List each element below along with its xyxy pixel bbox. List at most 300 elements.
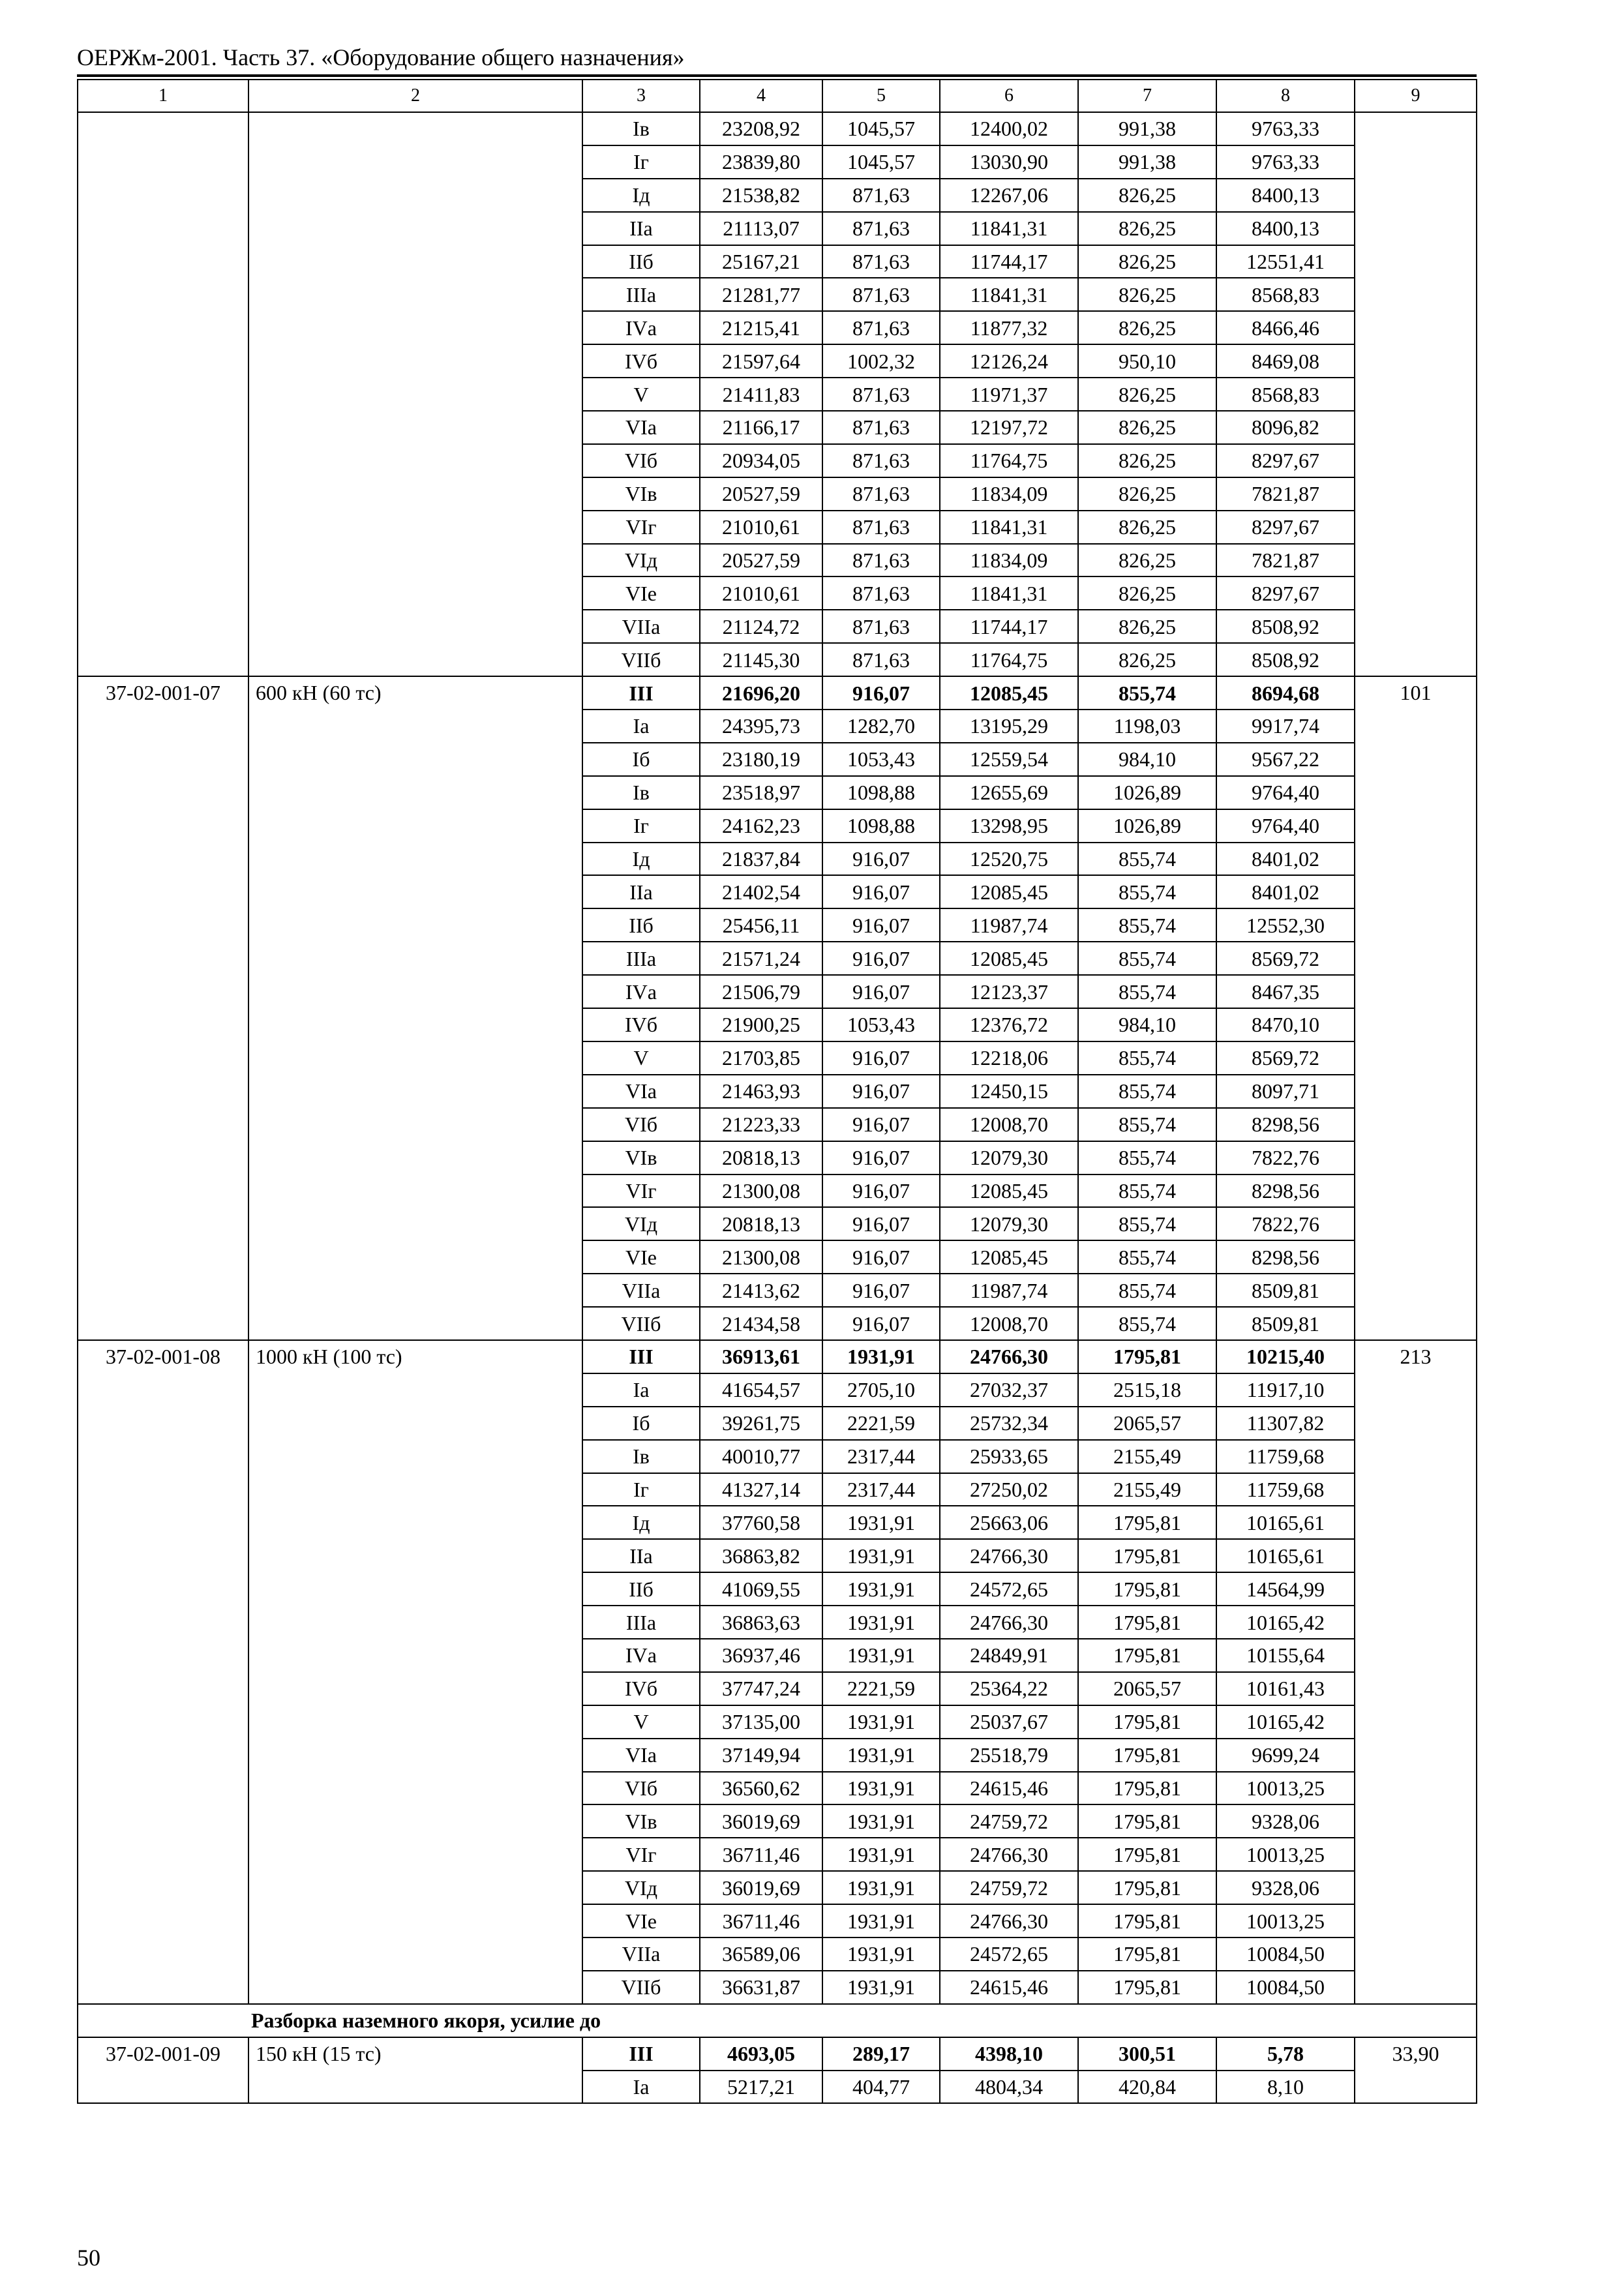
variant-cell: VIб [582,1772,700,1805]
value-cell: 1795,81 [1078,1804,1216,1838]
value-cell: 1045,57 [822,145,940,179]
value-cell: 916,07 [822,1240,940,1274]
value-cell: 871,63 [822,278,940,311]
value-cell: 11834,09 [940,544,1078,577]
name-cell-empty [248,112,582,676]
variant-cell: VIг [582,511,700,544]
value-cell: 23839,80 [700,145,822,179]
value-cell: 21166,17 [700,411,822,444]
value-cell: 20818,13 [700,1141,822,1174]
value-cell: 855,74 [1078,843,1216,876]
value-cell: 12085,45 [940,942,1078,975]
value-cell: 23180,19 [700,743,822,776]
value-cell: 8297,67 [1216,511,1355,544]
value-cell: 24849,91 [940,1639,1078,1672]
value-cell: 916,07 [822,843,940,876]
value-cell: 24766,30 [940,1340,1078,1373]
value-cell: 12520,75 [940,843,1078,876]
item-code: 37-02-001-09 [78,2037,248,2104]
value-cell: 1795,81 [1078,1937,1216,1971]
variant-cell: Iв [582,1440,700,1473]
value-cell: 21571,24 [700,942,822,975]
value-cell: 916,07 [822,1108,940,1141]
value-cell: 11764,75 [940,643,1078,676]
variant-cell: VIа [582,411,700,444]
variant-cell: IIб [582,1572,700,1606]
column-number: 3 [582,80,700,112]
value-cell: 871,63 [822,245,940,278]
variant-cell: IIа [582,875,700,908]
value-cell: 9764,40 [1216,809,1355,843]
value-cell: 2155,49 [1078,1473,1216,1506]
header-rule [77,74,1477,77]
value-cell: 24759,72 [940,1804,1078,1838]
value-cell: 1002,32 [822,344,940,378]
value-cell: 10013,25 [1216,1904,1355,1937]
value-cell: 1931,91 [822,1572,940,1606]
value-cell: 14564,99 [1216,1572,1355,1606]
value-cell: 2155,49 [1078,1440,1216,1473]
value-cell: 1795,81 [1078,1539,1216,1572]
value-cell: 1795,81 [1078,1606,1216,1639]
value-cell: 871,63 [822,576,940,610]
value-cell: 855,74 [1078,975,1216,1008]
column-number: 6 [940,80,1078,112]
variant-cell: VIд [582,1207,700,1240]
value-cell: 916,07 [822,1307,940,1340]
variant-cell: IIб [582,245,700,278]
value-cell: 21281,77 [700,278,822,311]
value-cell: 855,74 [1078,1041,1216,1075]
value-cell: 1098,88 [822,809,940,843]
variant-cell: IVа [582,1639,700,1672]
value-cell: 37149,94 [700,1739,822,1772]
value-cell: 41327,14 [700,1473,822,1506]
variant-cell: VIа [582,1739,700,1772]
value-cell: 1931,91 [822,1739,940,1772]
value-cell: 12085,45 [940,676,1078,710]
variant-cell: III [582,2037,700,2071]
item-code: 37-02-001-08 [78,1340,248,2004]
value-cell: 13195,29 [940,710,1078,743]
variant-cell: V [582,1041,700,1075]
value-cell: 916,07 [822,1274,940,1307]
value-cell: 916,07 [822,908,940,942]
variant-cell: VIIб [582,1307,700,1340]
value-cell: 916,07 [822,942,940,975]
value-cell: 21223,33 [700,1108,822,1141]
value-cell: 9764,40 [1216,776,1355,809]
value-cell: 11841,31 [940,511,1078,544]
variant-cell: Iв [582,776,700,809]
value-cell: 12126,24 [940,344,1078,378]
value-cell: 10013,25 [1216,1772,1355,1805]
value-cell: 36019,69 [700,1871,822,1904]
variant-cell: IVб [582,1672,700,1705]
section-row [78,2004,1477,2037]
value-cell: 1282,70 [822,710,940,743]
variant-cell: IIIа [582,278,700,311]
variant-cell: IVа [582,311,700,344]
price-table [77,79,1477,2104]
value-cell: 13030,90 [940,145,1078,179]
table-row [78,112,1477,145]
value-cell: 20818,13 [700,1207,822,1240]
value-cell: 21837,84 [700,843,822,876]
value-cell: 826,25 [1078,278,1216,311]
value-cell: 8401,02 [1216,875,1355,908]
value-cell: 8298,56 [1216,1240,1355,1274]
variant-cell: VIд [582,544,700,577]
value-cell: 916,07 [822,975,940,1008]
value-cell: 10165,61 [1216,1506,1355,1539]
value-cell: 23208,92 [700,112,822,145]
value-cell: 4804,34 [940,2071,1078,2104]
value-cell: 1931,91 [822,1904,940,1937]
value-cell: 8467,35 [1216,975,1355,1008]
value-cell: 916,07 [822,1141,940,1174]
value-cell: 1795,81 [1078,1705,1216,1739]
variant-cell: IIа [582,212,700,245]
variant-cell: VIв [582,1804,700,1838]
variant-cell: VIIа [582,1274,700,1307]
value-cell: 855,74 [1078,1307,1216,1340]
value-cell: 24766,30 [940,1539,1078,1572]
value-cell: 1931,91 [822,1838,940,1871]
variant-cell: V [582,378,700,411]
value-cell: 1026,89 [1078,776,1216,809]
value-cell: 2317,44 [822,1473,940,1506]
column-number: 7 [1078,80,1216,112]
value-cell: 855,74 [1078,676,1216,710]
value-cell: 12085,45 [940,1240,1078,1274]
value-cell: 24766,30 [940,1904,1078,1937]
value-cell: 36589,06 [700,1937,822,1971]
value-cell: 37135,00 [700,1705,822,1739]
variant-cell: Iд [582,179,700,212]
value-cell: 1931,91 [822,1705,940,1739]
value-cell: 25364,22 [940,1672,1078,1705]
variant-cell: Iб [582,1407,700,1440]
variant-cell: VIа [582,1075,700,1108]
value-cell: 1795,81 [1078,1772,1216,1805]
value-cell: 855,74 [1078,1207,1216,1240]
value-cell: 27032,37 [940,1373,1078,1407]
value-cell: 855,74 [1078,908,1216,942]
item-weight: 213 [1355,1340,1477,2004]
value-cell: 11841,31 [940,576,1078,610]
value-cell: 2221,59 [822,1407,940,1440]
variant-cell: VIг [582,1838,700,1871]
value-cell: 11307,82 [1216,1407,1355,1440]
value-cell: 11841,31 [940,212,1078,245]
value-cell: 8509,81 [1216,1274,1355,1307]
value-cell: 855,74 [1078,1108,1216,1141]
value-cell: 21402,54 [700,875,822,908]
value-cell: 12450,15 [940,1075,1078,1108]
value-cell: 8469,08 [1216,344,1355,378]
value-cell: 2515,18 [1078,1373,1216,1407]
value-cell: 10161,43 [1216,1672,1355,1705]
variant-cell: IIб [582,908,700,942]
value-cell: 36019,69 [700,1804,822,1838]
value-cell: 8401,02 [1216,843,1355,876]
value-cell: 871,63 [822,311,940,344]
value-cell: 24572,65 [940,1937,1078,1971]
value-cell: 12085,45 [940,875,1078,908]
value-cell: 20934,05 [700,444,822,477]
value-cell: 36711,46 [700,1904,822,1937]
value-cell: 9567,22 [1216,743,1355,776]
value-cell: 1931,91 [822,1871,940,1904]
value-cell: 36863,82 [700,1539,822,1572]
value-cell: 1098,88 [822,776,940,809]
variant-cell: Iг [582,1473,700,1506]
item-name: 150 кН (15 тс) [248,2037,582,2104]
value-cell: 21696,20 [700,676,822,710]
value-cell: 24572,65 [940,1572,1078,1606]
value-cell: 826,25 [1078,411,1216,444]
variant-cell: VIб [582,444,700,477]
variant-cell: VIд [582,1871,700,1904]
table-row [78,1340,1477,1373]
value-cell: 1795,81 [1078,1971,1216,2004]
variant-cell: Iв [582,112,700,145]
value-cell: 300,51 [1078,2037,1216,2071]
column-number: 2 [248,80,582,112]
value-cell: 871,63 [822,378,940,411]
value-cell: 1931,91 [822,1772,940,1805]
value-cell: 1931,91 [822,1639,940,1672]
value-cell: 25518,79 [940,1739,1078,1772]
value-cell: 2065,57 [1078,1672,1216,1705]
value-cell: 2221,59 [822,1672,940,1705]
table-row [78,676,1477,710]
value-cell: 12218,06 [940,1041,1078,1075]
value-cell: 11759,68 [1216,1473,1355,1506]
value-cell: 21113,07 [700,212,822,245]
variant-cell: V [582,1705,700,1739]
value-cell: 24615,46 [940,1971,1078,2004]
value-cell: 11744,17 [940,245,1078,278]
value-cell: 871,63 [822,444,940,477]
value-cell: 8470,10 [1216,1008,1355,1041]
value-cell: 1931,91 [822,1937,940,1971]
variant-cell: VIIб [582,1971,700,2004]
value-cell: 855,74 [1078,942,1216,975]
value-cell: 21124,72 [700,610,822,643]
column-number: 1 [78,80,248,112]
value-cell: 2705,10 [822,1373,940,1407]
value-cell: 826,25 [1078,643,1216,676]
value-cell: 826,25 [1078,444,1216,477]
variant-cell: VIв [582,477,700,511]
item-name: 600 кН (60 тс) [248,676,582,1340]
value-cell: 13298,95 [940,809,1078,843]
value-cell: 39261,75 [700,1407,822,1440]
variant-cell: VIе [582,576,700,610]
value-cell: 12551,41 [1216,245,1355,278]
item-name: 1000 кН (100 тс) [248,1340,582,2004]
variant-cell: IIIа [582,1606,700,1639]
value-cell: 5,78 [1216,2037,1355,2071]
value-cell: 36711,46 [700,1838,822,1871]
value-cell: 826,25 [1078,378,1216,411]
value-cell: 916,07 [822,1075,940,1108]
value-cell: 1795,81 [1078,1838,1216,1871]
value-cell: 8569,72 [1216,1041,1355,1075]
value-cell: 871,63 [822,411,940,444]
variant-cell: IVб [582,1008,700,1041]
value-cell: 24766,30 [940,1606,1078,1639]
value-cell: 24766,30 [940,1838,1078,1871]
variant-cell: IVб [582,344,700,378]
value-cell: 826,25 [1078,179,1216,212]
value-cell: 25037,67 [940,1705,1078,1739]
value-cell: 12655,69 [940,776,1078,809]
variant-cell: III [582,1340,700,1373]
value-cell: 36560,62 [700,1772,822,1805]
value-cell: 12079,30 [940,1141,1078,1174]
value-cell: 8569,72 [1216,942,1355,975]
value-cell: 27250,02 [940,1473,1078,1506]
value-cell: 1795,81 [1078,1572,1216,1606]
value-cell: 21145,30 [700,643,822,676]
value-cell: 21300,08 [700,1174,822,1208]
column-number-row [78,80,1477,112]
value-cell: 826,25 [1078,610,1216,643]
value-cell: 10084,50 [1216,1937,1355,1971]
value-cell: 8508,92 [1216,643,1355,676]
value-cell: 404,77 [822,2071,940,2104]
value-cell: 9917,74 [1216,710,1355,743]
value-cell: 9699,24 [1216,1739,1355,1772]
variant-cell: VIIа [582,610,700,643]
value-cell: 21597,64 [700,344,822,378]
value-cell: 8096,82 [1216,411,1355,444]
value-cell: 1053,43 [822,1008,940,1041]
table-body [78,80,1477,2103]
value-cell: 855,74 [1078,1141,1216,1174]
value-cell: 826,25 [1078,511,1216,544]
value-cell: 8298,56 [1216,1108,1355,1141]
variant-cell: Iа [582,1373,700,1407]
value-cell: 855,74 [1078,1240,1216,1274]
value-cell: 871,63 [822,477,940,511]
value-cell: 871,63 [822,643,940,676]
value-cell: 1045,57 [822,112,940,145]
value-cell: 1931,91 [822,1539,940,1572]
value-cell: 871,63 [822,179,940,212]
value-cell: 2065,57 [1078,1407,1216,1440]
variant-cell: Iа [582,2071,700,2104]
variant-cell: VIе [582,1240,700,1274]
value-cell: 41654,57 [700,1373,822,1407]
value-cell: 916,07 [822,875,940,908]
value-cell: 20527,59 [700,544,822,577]
value-cell: 8297,67 [1216,576,1355,610]
value-cell: 1026,89 [1078,809,1216,843]
value-cell: 21434,58 [700,1307,822,1340]
variant-cell: VIе [582,1904,700,1937]
value-cell: 871,63 [822,511,940,544]
value-cell: 1795,81 [1078,1904,1216,1937]
value-cell: 8509,81 [1216,1307,1355,1340]
value-cell: 7822,76 [1216,1207,1355,1240]
value-cell: 826,25 [1078,544,1216,577]
value-cell: 9763,33 [1216,112,1355,145]
value-cell: 36937,46 [700,1639,822,1672]
page-header: ОЕРЖм-2001. Часть 37. «Оборудование общего назначения» [77,44,685,70]
value-cell: 1931,91 [822,1506,940,1539]
value-cell: 12085,45 [940,1174,1078,1208]
value-cell: 12008,70 [940,1108,1078,1141]
value-cell: 21411,83 [700,378,822,411]
value-cell: 24162,23 [700,809,822,843]
value-cell: 9328,06 [1216,1804,1355,1838]
item-weight: 101 [1355,676,1477,1340]
value-cell: 855,74 [1078,1274,1216,1307]
value-cell: 25167,21 [700,245,822,278]
value-cell: 11917,10 [1216,1373,1355,1407]
value-cell: 4693,05 [700,2037,822,2071]
value-cell: 10215,40 [1216,1340,1355,1373]
value-cell: 8097,71 [1216,1075,1355,1108]
variant-cell: VIб [582,1108,700,1141]
variant-cell: VIIа [582,1937,700,1971]
value-cell: 11764,75 [940,444,1078,477]
value-cell: 289,17 [822,2037,940,2071]
value-cell: 24615,46 [940,1772,1078,1805]
value-cell: 10084,50 [1216,1971,1355,2004]
value-cell: 826,25 [1078,477,1216,511]
variant-cell: VIв [582,1141,700,1174]
column-number: 4 [700,80,822,112]
value-cell: 1795,81 [1078,1871,1216,1904]
variant-cell: III [582,676,700,710]
value-cell: 10165,42 [1216,1606,1355,1639]
column-number: 5 [822,80,940,112]
value-cell: 916,07 [822,1174,940,1208]
value-cell: 10155,64 [1216,1639,1355,1672]
value-cell: 7821,87 [1216,477,1355,511]
value-cell: 12197,72 [940,411,1078,444]
value-cell: 11987,74 [940,908,1078,942]
value-cell: 11834,09 [940,477,1078,511]
value-cell: 40010,77 [700,1440,822,1473]
value-cell: 8298,56 [1216,1174,1355,1208]
variant-cell: Iд [582,1506,700,1539]
item-weight: 33,90 [1355,2037,1477,2104]
variant-cell: Iа [582,710,700,743]
variant-cell: Iг [582,145,700,179]
value-cell: 916,07 [822,1041,940,1075]
value-cell: 8466,46 [1216,311,1355,344]
weight-cell-empty [1355,112,1477,676]
value-cell: 1931,91 [822,1971,940,2004]
value-cell: 5217,21 [700,2071,822,2104]
value-cell: 36863,63 [700,1606,822,1639]
value-cell: 25663,06 [940,1506,1078,1539]
value-cell: 1931,91 [822,1340,940,1373]
value-cell: 1931,91 [822,1804,940,1838]
value-cell: 8297,67 [1216,444,1355,477]
value-cell: 8400,13 [1216,179,1355,212]
value-cell: 1795,81 [1078,1340,1216,1373]
value-cell: 1795,81 [1078,1506,1216,1539]
value-cell: 21538,82 [700,179,822,212]
value-cell: 420,84 [1078,2071,1216,2104]
